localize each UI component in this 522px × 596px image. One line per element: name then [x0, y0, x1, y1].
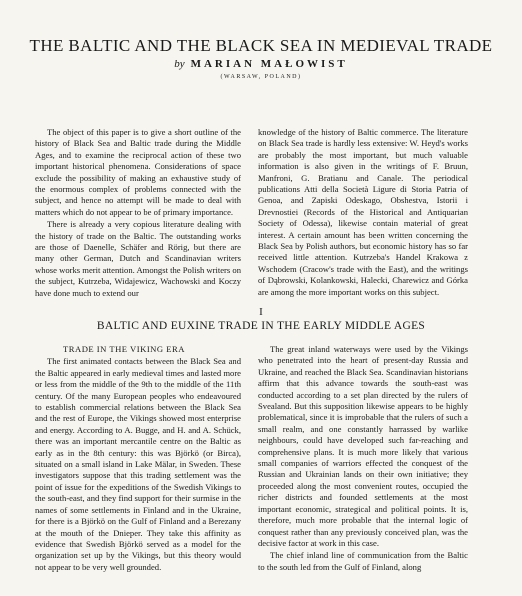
paragraph: There is already a very copious literature dealing with the history of trade on the Baltic. The outstanding works are those of Daenelle, Schäfer and Rörig, but there are many other German, Dutch and Scandinavian writers whose works merit attention. Amongst the Polish writers on the subject, Kutrzeba, Widajewicz, Wachowski and Koczy have done much to extend our	[35, 219, 241, 298]
paragraph: The great inland waterways were used by the Vikings who penetrated into the heart of present-day Russia and Ukraine, and reached the Black Sea. Scandinavian historians affirm that this advance towards the south-east was conducted according to a set plan directed by the rulers of Svealand. But this supposition likewise appears to be highly problematical, since it is improbable that the rulers of such a small realm, and one constantly harrassed by warlike neighbours, could have developed such far-reaching and comprehensive plans. It is much more likely that various small companies of warriors effected the conquest of the Russian and Ukrainian lands on their own initiative; they proceeded along the most convenient routes, occupied the richer districts and founded settlements at the most important economic, strategical and political points. It is, therefore, much more probable that the internal logic of conquest rather than any previously conceived plan, was the decisive factor at work in this case.	[258, 344, 468, 548]
author-name: MARIAN MAŁOWIST	[190, 58, 348, 70]
author-affiliation: (WARSAW, POLAND)	[220, 74, 302, 80]
paragraph: The chief inland line of communication from the Baltic to the south led from the Gulf of Finland, along	[258, 550, 468, 572]
intro-column-right	[258, 127, 468, 298]
paragraph: The object of this paper is to give a short outline of the history of Black Sea and Baltic trade during the Middle Ages, and to examine the reciprocal action of these two important historical phenomena. Considerations of space exclude the possibility of making an exhaustive study of the enormous complex of problems connected with the subject, and hence no attempt will be made to deal with matters which do not appear to be of primary importance.	[35, 127, 241, 217]
article-title: THE BALTIC AND THE BLACK SEA IN MEDIEVAL TRADE	[29, 36, 493, 55]
intro-column-left	[35, 127, 241, 299]
paragraph: knowledge of the history of Baltic commerce. The literature on Black Sea trade is hardly less extensive: W. Heyd's works are probably the most important, but much valuable information is also given in the writings of F. Bruun, Manfroni, G. Bratianu and Canale. The periodical publications Atti della Società Ligure di Storia Patria of Genoa, and Zapiski Odeskago, Obshestva, Istorii i Drevnostiei (Records of the Historical and Antiquarian Society of Odessa), likewise contain material of great interest. A certain amount has been written concerning the Black Sea by Polish authors, but economic history has so far received little attention. Kutrzeba's Handel Krakowa z Wschodem (Cracow's trade with the East), and the writings of Dąbrowski, Kolankowski, Halecki, Charewicz and Górka are among the more important works on this subject.	[258, 127, 468, 297]
body-column-left	[35, 344, 241, 573]
subheading: TRADE IN THE VIKING ERA	[63, 344, 185, 354]
byline	[0, 58, 522, 70]
section-number: I	[259, 306, 263, 318]
body-column-right	[258, 344, 468, 573]
byline-by: by	[174, 58, 185, 70]
section-title: BALTIC AND EUXINE TRADE IN THE EARLY MIDDLE AGES	[96, 320, 426, 332]
paragraph: The first animated contacts between the Black Sea and the Baltic appeared in early medieval times and lasted more or less from the middle of the 9th to the middle of the 11th century. Of the many European peoples who endeavoured to establish commercial relations between the Black Sea and the rest of Europe, the Vikings showed most enterprise and energy. According to A. Bugge, and H. and A. Schück, there was an important mercantile centre on the Baltic as early as in the 8th century: this was Björkö (or Birca), situated on a small island in Lake Mälar, in Sweden. These investigators suppose that this trading settlement was the point of issue for the expeditions of the Swedish Vikings to the south-east, and they find support for their surmise in the names of some settlements in Finland and in the Ukraine, for there is a Björkö on the Gulf of Finland and a Berezany at the mouth of the Dnieper. They take this affinity as evidence that Swedish Björkö served as a model for the organization set up by the Vikings, but this theory would not appear to be very well grounded.	[35, 356, 241, 572]
